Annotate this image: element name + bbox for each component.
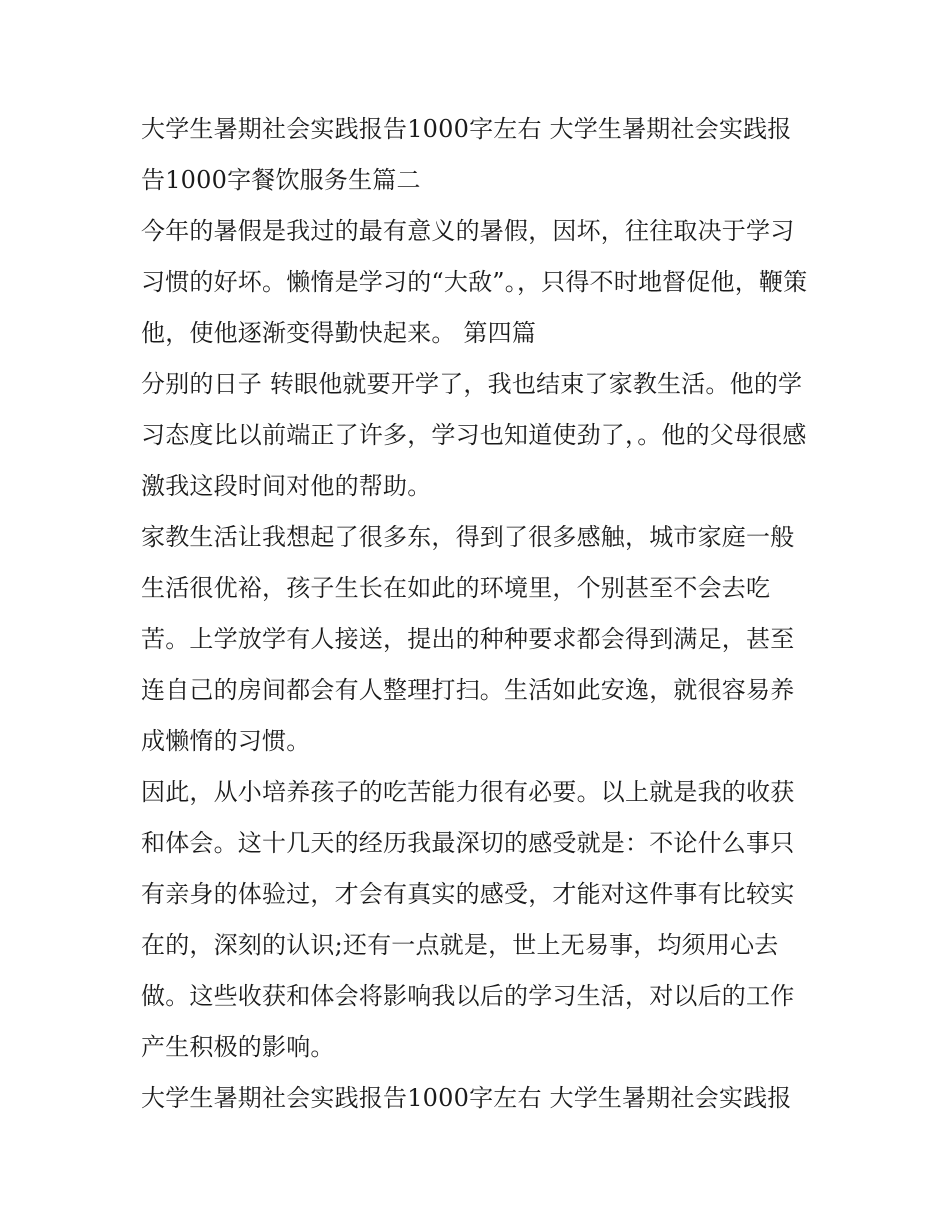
paragraph: 今年的暑假是我过的最有意义的暑假，因坏，往往取决于学习习惯的好坏。懒惰是学习的“大敌”。，只得不时地督促他，鞭策他，使他逐渐变得勤快起来。 第四篇 [141,217,808,347]
document-body [141,104,813,1124]
paragraph: 分别的日子 转眼他就要开学了，我也结束了家教生活。他的学习态度比以前端正了许多，学习也知道使劲了，。他的父母很感激我这段时间对他的帮助。 [141,370,807,500]
paragraph: 家教生活让我想起了很多东，得到了很多感触，城市家庭一般生活很优裕，孩子生长在如此的环境里，个别甚至不会去吃苦。上学放学有人接送，提出的种种要求都会得到满足，甚至连自己的房间都会有人整理打扫。生活如此安逸，就很容易养成懒惰的习惯。 [141,523,795,755]
paragraph-title: 大学生暑期社会实践报告1000字左右 大学生暑期社会实践报告1000字餐饮服务生篇二 [141,115,792,194]
paragraph-heading: 大学生暑期社会实践报告1000字左右 大学生暑期社会实践报 [141,1084,792,1112]
paragraph: 因此，从小培养孩子的吃苦能力很有必要。以上就是我的收获和体会。这十几天的经历我最深切的感受就是：不论什么事只有亲身的体验过，才会有真实的感受，才能对这件事有比较实在的，深刻的认识;还有一点就是，世上无易事，均须用心去做。这些收获和体会将影响我以后的学习生活，对以后的工作产生积极的影响。 [141,778,795,1061]
